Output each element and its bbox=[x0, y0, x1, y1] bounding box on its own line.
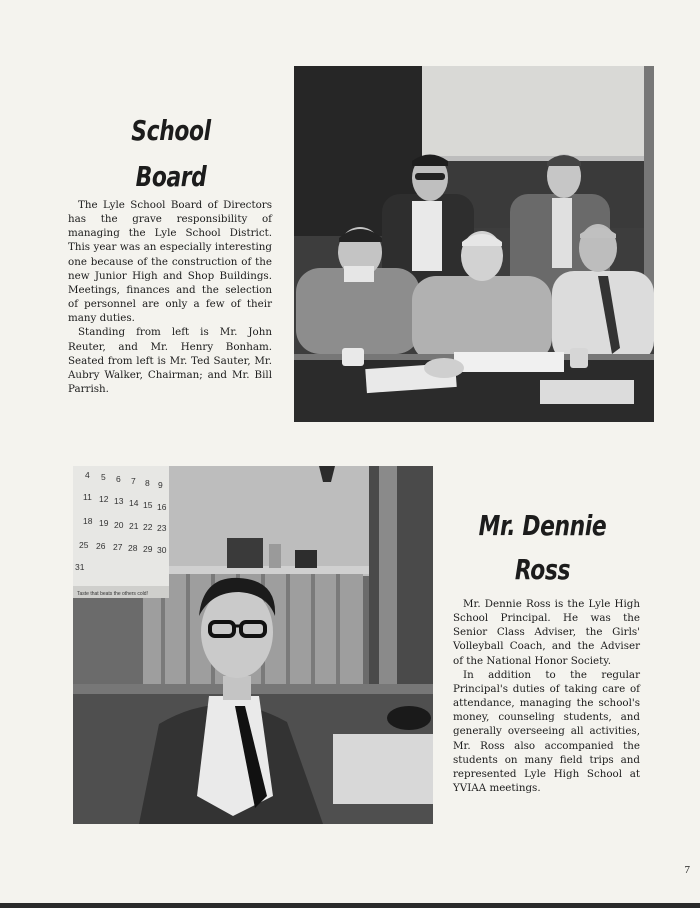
calendar-day: 9 bbox=[158, 480, 163, 490]
calendar-day: 18 bbox=[83, 516, 93, 526]
calendar-day: 7 bbox=[131, 476, 136, 486]
calendar-day: 30 bbox=[157, 545, 167, 555]
calendar-day: 5 bbox=[101, 472, 106, 482]
principal-title-line2: Ross bbox=[514, 553, 571, 586]
calendar-day: 23 bbox=[157, 523, 167, 533]
calendar-day: 11 bbox=[83, 492, 92, 502]
calendar-day: 4 bbox=[85, 470, 90, 480]
calendar-day: 26 bbox=[96, 541, 106, 551]
calendar-day: 22 bbox=[143, 522, 153, 532]
principal-text bbox=[453, 597, 640, 795]
calendar-day: 12 bbox=[99, 494, 109, 504]
principal-title bbox=[474, 504, 611, 592]
calendar-day: 6 bbox=[116, 474, 121, 484]
school-board-title-line2: Board bbox=[135, 160, 207, 193]
bottom-border bbox=[0, 903, 700, 908]
calendar-day: 15 bbox=[143, 500, 153, 510]
school-board-paragraph-2: Standing from left is Mr. John Reuter, and Mr. Henry Bonham. Seated from left is Mr. Ted Sauter, Mr. Aubry Walker, Chairman; and Mr. Bill Parrish. bbox=[68, 326, 272, 396]
school-board-text bbox=[68, 198, 272, 396]
principal-title-line1: Mr. Dennie bbox=[478, 509, 607, 542]
calendar-day: 29 bbox=[143, 544, 153, 554]
calendar-day: 25 bbox=[79, 540, 89, 550]
school-board-paragraph-1: The Lyle School Board of Directors has the grave responsibility of managing the Lyle School District. This year was an especially interesting one because of the construction of the new Junior High and Shop Buildings. Meetings, finances and the selection of personnel are only a few of their many duties. bbox=[68, 199, 272, 325]
principal-paragraph-1: Mr. Dennie Ross is the Lyle High School Principal. He was the Senior Class Adviser, the Girls' Volleyball Coach, and the Adviser of the National Honor Society. bbox=[453, 598, 640, 667]
calendar-day: 13 bbox=[114, 496, 124, 506]
calendar-day: 27 bbox=[113, 542, 123, 552]
calendar-day: 14 bbox=[129, 498, 139, 508]
page-number: 7 bbox=[684, 864, 690, 876]
calendar-day: 8 bbox=[145, 478, 150, 488]
calendar-tagline: Taste that beats the others cold! bbox=[77, 591, 148, 597]
calendar-day: 31 bbox=[75, 562, 85, 572]
principal-photo bbox=[73, 466, 433, 824]
calendar-day: 21 bbox=[129, 521, 139, 531]
calendar-day: 19 bbox=[99, 518, 109, 528]
principal-paragraph-2: In addition to the regular Principal's duties of taking care of attendance, managing the school's money, counseling students, and generally overseeing all activities, Mr. Ross also accompanied the students on many field trips and represented Lyle High School at YVIAA meetings. bbox=[453, 668, 640, 795]
calendar-day: 16 bbox=[157, 502, 167, 512]
school-board-title bbox=[113, 108, 230, 200]
school-board-title-line1: School bbox=[131, 114, 211, 147]
calendar-day: 28 bbox=[128, 543, 138, 553]
calendar-day: 20 bbox=[114, 520, 124, 530]
school-board-photo bbox=[294, 66, 654, 422]
